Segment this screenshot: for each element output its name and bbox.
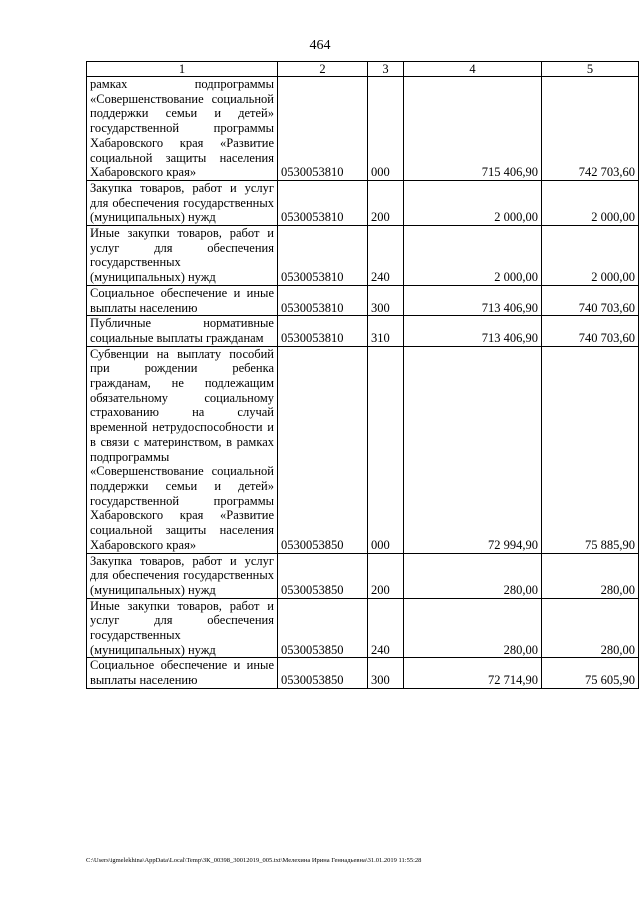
- file-path-footer: C:\Users\igmelekhina\AppData\Local\Temp\ЗК_00398_30012019_005.txt\Мелехина Ирина Геннадьевна\31.01.2019 11:55:28: [86, 857, 422, 864]
- column-header: 3: [368, 62, 404, 77]
- budget-table: [86, 61, 639, 689]
- row-sum-year1: 2 000,00: [404, 180, 542, 225]
- row-name: Иные закупки товаров, работ и услуг для обеспечения государственных (муниципальных) нужд: [87, 598, 278, 658]
- row-sum-year1: 72 714,90: [404, 658, 542, 688]
- table-row: [87, 346, 639, 553]
- row-name: Закупка товаров, работ и услуг для обеспечения государственных (муниципальных) нужд: [87, 180, 278, 225]
- row-expense-type: 300: [368, 285, 404, 315]
- table-row: [87, 553, 639, 598]
- row-code: 0530053850: [278, 346, 368, 553]
- row-sum-year2: 740 703,60: [542, 285, 639, 315]
- table-row: [87, 77, 639, 181]
- table-row: [87, 180, 639, 225]
- row-expense-type: 200: [368, 553, 404, 598]
- row-sum-year2: 75 605,90: [542, 658, 639, 688]
- column-header: 5: [542, 62, 639, 77]
- row-sum-year1: 72 994,90: [404, 346, 542, 553]
- row-name: рамках подпрограммы «Совершенствование социальной поддержки семьи и детей» государственной программы Хабаровского края «Развитие социальной защиты населения Хабаровского края»: [87, 77, 278, 181]
- row-sum-year2: 280,00: [542, 553, 639, 598]
- row-sum-year2: 742 703,60: [542, 77, 639, 181]
- row-code: 0530053810: [278, 316, 368, 346]
- row-expense-type: 310: [368, 316, 404, 346]
- row-sum-year1: 713 406,90: [404, 285, 542, 315]
- row-code: 0530053810: [278, 180, 368, 225]
- row-sum-year1: 280,00: [404, 598, 542, 658]
- row-sum-year2: 280,00: [542, 598, 639, 658]
- column-header: 4: [404, 62, 542, 77]
- row-expense-type: 200: [368, 180, 404, 225]
- row-name: Иные закупки товаров, работ и услуг для обеспечения государственных (муниципальных) нужд: [87, 226, 278, 286]
- row-code: 0530053850: [278, 553, 368, 598]
- row-expense-type: 000: [368, 346, 404, 553]
- row-expense-type: 300: [368, 658, 404, 688]
- row-sum-year1: 713 406,90: [404, 316, 542, 346]
- row-sum-year1: 715 406,90: [404, 77, 542, 181]
- table-row: [87, 658, 639, 688]
- row-name: Субвенции на выплату пособий при рождении ребенка гражданам, не подлежащим обязательному социальному страхованию на случай временной нетрудоспособности и в связи с материнством, в рамках подпрограммы «Совершенствование социальной поддержки семьи и детей» государственной программы Хабаровского края «Развитие социальной защиты населения Хабаровского края»: [87, 346, 278, 553]
- row-code: 0530053810: [278, 226, 368, 286]
- row-name: Социальное обеспечение и иные выплаты населению: [87, 658, 278, 688]
- row-expense-type: 240: [368, 598, 404, 658]
- table-header-row: [87, 62, 639, 77]
- row-sum-year2: 2 000,00: [542, 180, 639, 225]
- column-header: 2: [278, 62, 368, 77]
- table-row: [87, 598, 639, 658]
- row-code: 0530053810: [278, 77, 368, 181]
- row-code: 0530053850: [278, 598, 368, 658]
- row-name: Публичные нормативные социальные выплаты гражданам: [87, 316, 278, 346]
- row-expense-type: 240: [368, 226, 404, 286]
- row-expense-type: 000: [368, 77, 404, 181]
- row-sum-year2: 2 000,00: [542, 226, 639, 286]
- table-row: [87, 285, 639, 315]
- page-number: 464: [309, 38, 331, 53]
- row-sum-year2: 75 885,90: [542, 346, 639, 553]
- row-name: Социальное обеспечение и иные выплаты населению: [87, 285, 278, 315]
- row-name: Закупка товаров, работ и услуг для обеспечения государственных (муниципальных) нужд: [87, 553, 278, 598]
- table-row: [87, 316, 639, 346]
- row-code: 0530053810: [278, 285, 368, 315]
- column-header: 1: [87, 62, 278, 77]
- row-code: 0530053850: [278, 658, 368, 688]
- row-sum-year2: 740 703,60: [542, 316, 639, 346]
- table-row: [87, 226, 639, 286]
- row-sum-year1: 280,00: [404, 553, 542, 598]
- row-sum-year1: 2 000,00: [404, 226, 542, 286]
